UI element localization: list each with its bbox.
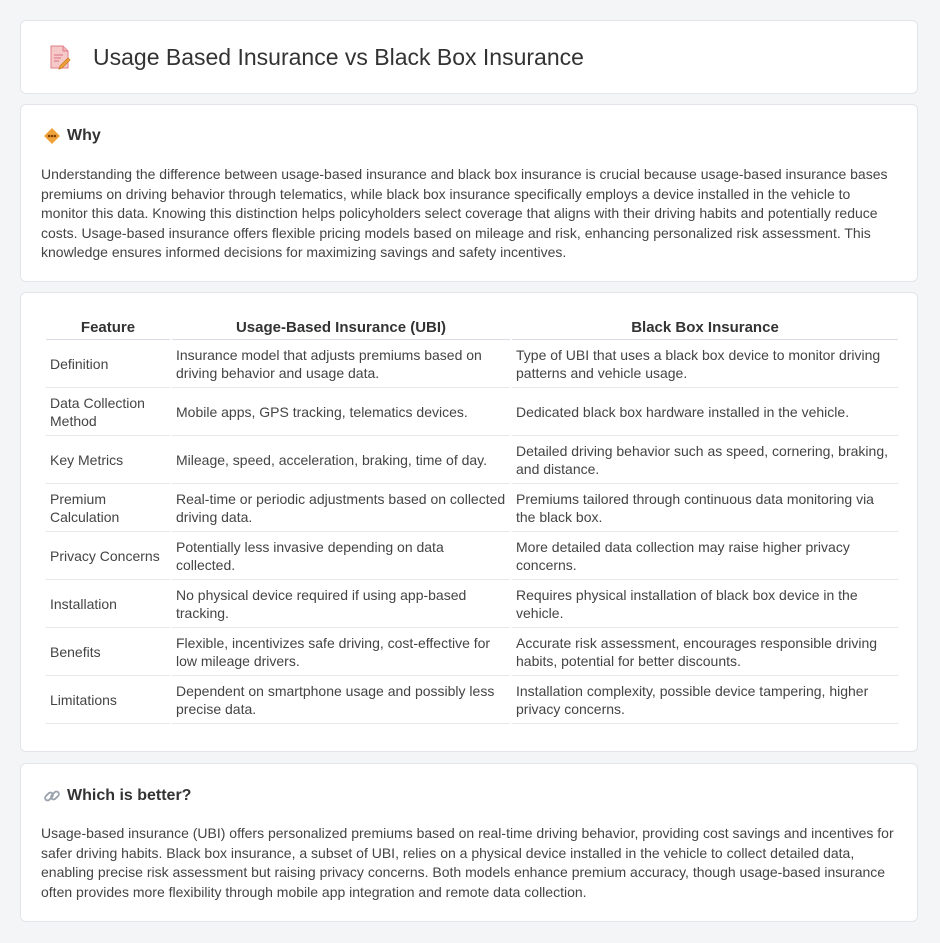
black-box-cell: Type of UBI that uses a black box device to monitor driving patterns and vehicle usage. (512, 340, 898, 388)
feature-cell: Limitations (46, 676, 170, 724)
header-black-box: Black Box Insurance (512, 315, 898, 340)
table-row (46, 484, 898, 532)
title-card (20, 20, 918, 94)
black-box-cell: Accurate risk assessment, encourages responsible driving habits, potential for better discounts. (512, 628, 898, 676)
feature-cell: Privacy Concerns (46, 532, 170, 580)
feature-cell: Key Metrics (46, 436, 170, 484)
black-box-cell: Premiums tailored through continuous data monitoring via the black box. (512, 484, 898, 532)
comparison-table-card (20, 292, 918, 752)
header-feature: Feature (46, 315, 170, 340)
black-box-cell: Installation complexity, possible device tampering, higher privacy concerns. (512, 676, 898, 724)
feature-cell: Benefits (46, 628, 170, 676)
better-title: Which is better? (67, 787, 192, 804)
comparison-table (44, 315, 900, 724)
black-box-cell: Detailed driving behavior such as speed, cornering, braking, and distance. (512, 436, 898, 484)
better-header (43, 787, 191, 805)
table-header-row (46, 315, 898, 340)
ubi-cell: Potentially less invasive depending on data collected. (172, 532, 510, 580)
table-row (46, 628, 898, 676)
page-title: Usage Based Insurance vs Black Box Insurance (93, 43, 584, 70)
why-header (43, 127, 101, 145)
black-box-cell: More detailed data collection may raise higher privacy concerns. (512, 532, 898, 580)
ubi-cell: Mileage, speed, acceleration, braking, time of day. (172, 436, 510, 484)
feature-cell: Premium Calculation (46, 484, 170, 532)
which-is-better-section (20, 763, 918, 922)
header-ubi: Usage-Based Insurance (UBI) (172, 315, 510, 340)
ubi-cell: Dependent on smartphone usage and possibly less precise data. (172, 676, 510, 724)
feature-cell: Installation (46, 580, 170, 628)
link-icon (43, 787, 61, 805)
table-row (46, 580, 898, 628)
table-row (46, 436, 898, 484)
table-row (46, 388, 898, 436)
warning-diamond-icon (43, 127, 61, 145)
black-box-cell: Dedicated black box hardware installed in the vehicle. (512, 388, 898, 436)
table-row (46, 676, 898, 724)
ubi-cell: Real-time or periodic adjustments based on collected driving data. (172, 484, 510, 532)
ubi-cell: Insurance model that adjusts premiums based on driving behavior and usage data. (172, 340, 510, 388)
document-pencil-icon (47, 44, 73, 70)
black-box-cell: Requires physical installation of black box device in the vehicle. (512, 580, 898, 628)
ubi-cell: Flexible, incentivizes safe driving, cost-effective for low mileage drivers. (172, 628, 510, 676)
feature-cell: Definition (46, 340, 170, 388)
ubi-cell: No physical device required if using app-based tracking. (172, 580, 510, 628)
why-title: Why (67, 127, 101, 144)
table-row (46, 532, 898, 580)
ubi-cell: Mobile apps, GPS tracking, telematics devices. (172, 388, 510, 436)
why-section (20, 104, 918, 282)
table-row (46, 340, 898, 388)
why-text: Understanding the difference between usage-based insurance and black box insurance is crucial because usage-based insurance bases premiums on driving behavior through telematics, while black box insurance specifically employs a device installed in the vehicle to monitor this data. Knowing this distinction helps policyholders select coverage that aligns with their driving habits and potentially reduce costs. Usage-based insurance offers flexible pricing models based on mileage and risk, enhancing personalized risk assessment. This knowledge ensures informed decisions for maximizing savings and safety incentives. (41, 166, 888, 261)
better-text: Usage-based insurance (UBI) offers personalized premiums based on real-time driving behavior, providing cost savings and incentives for safer driving habits. Black box insurance, a subset of UBI, relies on a physical device installed in the vehicle to collect detailed data, enabling precise risk assessment but raising privacy concerns. Both models enhance premium accuracy, though usage-based insurance often provides more flexibility through mobile app integration and remote data collection. (41, 825, 894, 900)
feature-cell: Data Collection Method (46, 388, 170, 436)
